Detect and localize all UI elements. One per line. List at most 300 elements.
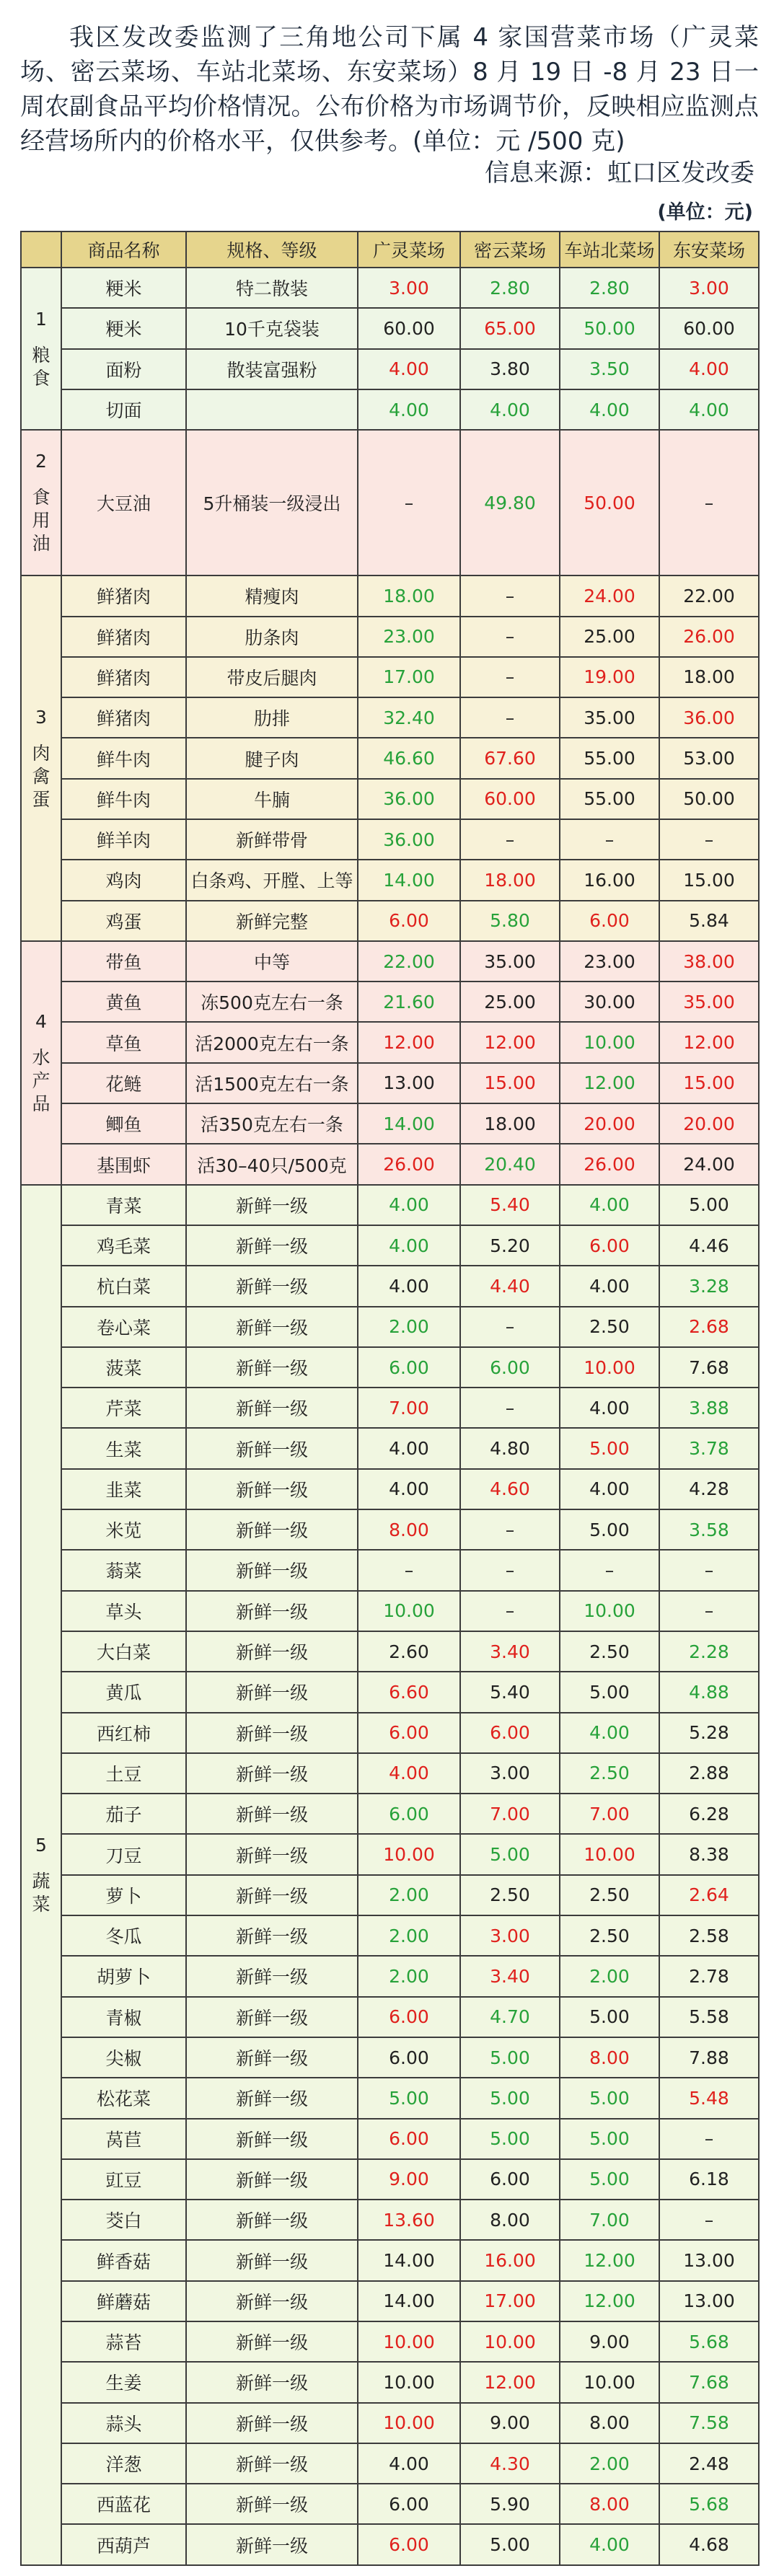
item-name-cell: 卷心菜 xyxy=(61,1307,186,1347)
table-row xyxy=(21,2200,759,2240)
price-cell-chezhanbei: 10.00 xyxy=(560,2362,659,2402)
price-cell-guangling: 14.00 xyxy=(358,2240,460,2280)
item-spec-cell: 新鲜一级 xyxy=(186,2159,358,2200)
item-spec-cell: 白条鸡、开膛、上等 xyxy=(186,860,358,900)
price-cell-dongan: 5.00 xyxy=(659,1185,759,1225)
price-cell-chezhanbei: 5.00 xyxy=(560,1672,659,1712)
price-cell-chezhanbei: 25.00 xyxy=(560,617,659,657)
item-spec-cell: 新鲜一级 xyxy=(186,2524,358,2565)
price-cell-miyun: – xyxy=(460,1388,560,1428)
price-cell-chezhanbei: – xyxy=(560,1550,659,1590)
price-cell-chezhanbei: 16.00 xyxy=(560,860,659,900)
item-spec-cell: 新鲜一级 xyxy=(186,2403,358,2443)
table-row xyxy=(21,2484,759,2524)
item-name-cell: 面粉 xyxy=(61,349,186,389)
price-cell-chezhanbei: 4.00 xyxy=(560,1713,659,1753)
table-row xyxy=(21,349,759,389)
item-name-cell: 鲜牛肉 xyxy=(61,738,186,778)
price-cell-guangling: 9.00 xyxy=(358,2159,460,2200)
item-name-cell: 冬瓜 xyxy=(61,1915,186,1956)
price-cell-guangling: 4.00 xyxy=(358,1225,460,1266)
price-cell-miyun: 12.00 xyxy=(460,1022,560,1062)
price-cell-miyun: 25.00 xyxy=(460,982,560,1022)
price-cell-chezhanbei: 4.00 xyxy=(560,1388,659,1428)
price-cell-dongan: 3.88 xyxy=(659,1388,759,1428)
price-cell-dongan: 22.00 xyxy=(659,575,759,616)
price-cell-miyun: 15.00 xyxy=(460,1063,560,1103)
item-spec-cell: 中等 xyxy=(186,941,358,982)
category-name-char: 油 xyxy=(32,533,50,555)
item-name-cell: 大豆油 xyxy=(61,430,186,575)
table-row xyxy=(21,389,759,430)
price-cell-miyun: – xyxy=(460,575,560,616)
item-spec-cell: 新鲜一级 xyxy=(186,1713,358,1753)
price-cell-chezhanbei: 10.00 xyxy=(560,1834,659,1874)
table-row xyxy=(21,2037,759,2078)
price-cell-miyun: 16.00 xyxy=(460,2240,560,2280)
item-spec-cell: 带皮后腿肉 xyxy=(186,657,358,697)
price-cell-miyun: 60.00 xyxy=(460,779,560,819)
item-spec-cell: 肋条肉 xyxy=(186,617,358,657)
price-cell-guangling: 14.00 xyxy=(358,1103,460,1144)
price-cell-chezhanbei: 24.00 xyxy=(560,575,659,616)
table-row xyxy=(21,2078,759,2118)
price-cell-guangling: 36.00 xyxy=(358,779,460,819)
item-spec-cell: 新鲜一级 xyxy=(186,1672,358,1712)
item-name-cell: 茭白 xyxy=(61,2200,186,2240)
item-spec-cell: 新鲜一级 xyxy=(186,1347,358,1388)
item-name-cell: 莴苣 xyxy=(61,2119,186,2159)
price-cell-miyun: 3.00 xyxy=(460,1753,560,1794)
item-name-cell: 鲜猪肉 xyxy=(61,657,186,697)
price-cell-dongan: 2.58 xyxy=(659,1915,759,1956)
item-spec-cell: 散装富强粉 xyxy=(186,349,358,389)
table-row xyxy=(21,819,759,860)
price-cell-miyun: 5.40 xyxy=(460,1672,560,1712)
price-cell-miyun: – xyxy=(460,657,560,697)
price-cell-dongan: 5.84 xyxy=(659,901,759,941)
category-name-char: 食 xyxy=(32,367,50,389)
table-row xyxy=(21,941,759,982)
item-name-cell: 西葫芦 xyxy=(61,2524,186,2565)
info-source: 信息来源：虹口区发改委 xyxy=(485,159,754,188)
price-cell-dongan: 7.68 xyxy=(659,1347,759,1388)
item-spec-cell: 新鲜一级 xyxy=(186,1915,358,1956)
category-name-char: 粮 xyxy=(32,344,50,366)
category-name-char: 品 xyxy=(32,1093,50,1114)
item-spec-cell: 新鲜一级 xyxy=(186,1428,358,1468)
price-cell-dongan: – xyxy=(659,819,759,860)
price-cell-chezhanbei: 4.00 xyxy=(560,1185,659,1225)
price-cell-guangling: 4.00 xyxy=(358,1266,460,1306)
price-cell-chezhanbei: 30.00 xyxy=(560,982,659,1022)
item-spec-cell: 新鲜一级 xyxy=(186,2321,358,2362)
price-cell-chezhanbei: 2.50 xyxy=(560,1631,659,1672)
table-row xyxy=(21,430,759,575)
item-spec-cell: 新鲜一级 xyxy=(186,2484,358,2524)
price-cell-chezhanbei: 2.00 xyxy=(560,2443,659,2484)
price-cell-chezhanbei: 9.00 xyxy=(560,2321,659,2362)
price-cell-guangling: 6.00 xyxy=(358,2119,460,2159)
price-cell-miyun: 20.40 xyxy=(460,1144,560,1184)
intro-paragraph: 我区发改委监测了三角地公司下属 4 家国营菜市场（广灵菜场、密云菜场、车站北菜场、东安菜场）8 月 19 日 -8 月 23 日一周农副食品平均价格情况。公布价格为市场调节价，反映相应监测点经营场所内的价格水平，仅供参考。(单位：元 /500 克) xyxy=(20,23,759,156)
price-cell-dongan: 4.28 xyxy=(659,1469,759,1509)
item-name-cell: 米苋 xyxy=(61,1509,186,1550)
price-cell-dongan: 20.00 xyxy=(659,1103,759,1144)
price-cell-chezhanbei: 2.50 xyxy=(560,1753,659,1794)
table-row xyxy=(21,738,759,778)
item-spec-cell: 精瘦肉 xyxy=(186,575,358,616)
item-spec-cell: 新鲜一级 xyxy=(186,1388,358,1428)
price-cell-dongan: – xyxy=(659,1591,759,1631)
item-name-cell: 菠菜 xyxy=(61,1347,186,1388)
price-cell-chezhanbei: – xyxy=(560,819,659,860)
category-number: 3 xyxy=(35,706,47,728)
price-cell-miyun: 17.00 xyxy=(460,2281,560,2321)
item-name-cell: 鲫鱼 xyxy=(61,1103,186,1144)
item-name-cell: 茄子 xyxy=(61,1794,186,1834)
price-cell-miyun: 3.80 xyxy=(460,349,560,389)
price-cell-guangling: 6.00 xyxy=(358,2037,460,2078)
category-name-char: 禽 xyxy=(32,765,50,787)
table-row xyxy=(21,1794,759,1834)
price-cell-chezhanbei: 12.00 xyxy=(560,1063,659,1103)
item-spec-cell: 新鲜带骨 xyxy=(186,819,358,860)
item-spec-cell: 新鲜一级 xyxy=(186,1875,358,1915)
price-cell-dongan: – xyxy=(659,2119,759,2159)
category-number: 5 xyxy=(35,1834,47,1856)
category-number: 4 xyxy=(35,1010,47,1032)
price-cell-miyun: 4.60 xyxy=(460,1469,560,1509)
item-spec-cell: 新鲜一级 xyxy=(186,1469,358,1509)
item-spec-cell: 新鲜一级 xyxy=(186,1631,358,1672)
table-row xyxy=(21,1997,759,2037)
price-cell-guangling: 13.00 xyxy=(358,1063,460,1103)
item-spec-cell: 新鲜一级 xyxy=(186,1225,358,1266)
price-cell-chezhanbei: 7.00 xyxy=(560,2200,659,2240)
price-cell-chezhanbei: 5.00 xyxy=(560,1997,659,2037)
item-spec-cell: 特二散装 xyxy=(186,268,358,308)
price-cell-miyun: 5.90 xyxy=(460,2484,560,2524)
price-cell-miyun: 5.00 xyxy=(460,1834,560,1874)
category-name-char: 水 xyxy=(32,1046,50,1068)
table-row xyxy=(21,268,759,308)
price-cell-miyun: – xyxy=(460,1591,560,1631)
price-cell-guangling: 14.00 xyxy=(358,860,460,900)
item-name-cell: 豇豆 xyxy=(61,2159,186,2200)
price-cell-chezhanbei: 12.00 xyxy=(560,2281,659,2321)
price-cell-miyun: 5.80 xyxy=(460,901,560,941)
price-cell-miyun: 5.00 xyxy=(460,2524,560,2565)
price-cell-miyun: – xyxy=(460,617,560,657)
item-name-cell: 萝卜 xyxy=(61,1875,186,1915)
table-row xyxy=(21,1672,759,1712)
item-name-cell: 松花菜 xyxy=(61,2078,186,2118)
price-cell-dongan: 7.68 xyxy=(659,2362,759,2402)
price-cell-guangling: – xyxy=(358,1550,460,1590)
price-cell-guangling: 17.00 xyxy=(358,657,460,697)
item-spec-cell xyxy=(186,389,358,430)
table-body xyxy=(21,268,759,2565)
category-number: 2 xyxy=(35,451,47,472)
price-cell-chezhanbei: 6.00 xyxy=(560,901,659,941)
item-name-cell: 黄鱼 xyxy=(61,982,186,1022)
unit-note: (单位：元) xyxy=(657,201,753,224)
price-cell-dongan: 2.78 xyxy=(659,1956,759,1996)
price-cell-miyun: 18.00 xyxy=(460,860,560,900)
item-name-cell: 鸡毛菜 xyxy=(61,1225,186,1266)
price-cell-chezhanbei: 35.00 xyxy=(560,697,659,738)
category-cell xyxy=(21,941,61,1185)
price-cell-dongan: 60.00 xyxy=(659,308,759,348)
price-cell-guangling: 10.00 xyxy=(358,1834,460,1874)
item-name-cell: 切面 xyxy=(61,389,186,430)
price-cell-dongan: 3.58 xyxy=(659,1509,759,1550)
price-cell-dongan: 24.00 xyxy=(659,1144,759,1184)
item-name-cell: 土豆 xyxy=(61,1753,186,1794)
price-cell-chezhanbei: 2.50 xyxy=(560,1915,659,1956)
price-cell-chezhanbei: 2.80 xyxy=(560,268,659,308)
item-spec-cell: 新鲜一级 xyxy=(186,2119,358,2159)
item-name-cell: 鸡蛋 xyxy=(61,901,186,941)
table-row xyxy=(21,308,759,348)
price-cell-guangling: 4.00 xyxy=(358,1185,460,1225)
price-cell-guangling: 6.00 xyxy=(358,1347,460,1388)
category-name-char: 产 xyxy=(32,1069,50,1091)
price-cell-chezhanbei: 55.00 xyxy=(560,738,659,778)
table-row xyxy=(21,575,759,616)
price-cell-chezhanbei: 5.00 xyxy=(560,2119,659,2159)
price-cell-chezhanbei: 2.50 xyxy=(560,1875,659,1915)
price-cell-dongan: 4.68 xyxy=(659,2524,759,2565)
price-cell-dongan: 4.00 xyxy=(659,389,759,430)
price-cell-dongan: 12.00 xyxy=(659,1022,759,1062)
price-cell-miyun: 4.80 xyxy=(460,1428,560,1468)
item-name-cell: 草头 xyxy=(61,1591,186,1631)
table-row xyxy=(21,1834,759,1874)
price-cell-chezhanbei: 26.00 xyxy=(560,1144,659,1184)
price-cell-chezhanbei: 19.00 xyxy=(560,657,659,697)
category-cell xyxy=(21,575,61,941)
item-spec-cell: 新鲜一级 xyxy=(186,2240,358,2280)
table-row xyxy=(21,1388,759,1428)
price-cell-miyun: 10.00 xyxy=(460,2321,560,2362)
table-row xyxy=(21,2281,759,2321)
item-spec-cell: 新鲜一级 xyxy=(186,1834,358,1874)
item-spec-cell: 牛腩 xyxy=(186,779,358,819)
price-cell-dongan: 13.00 xyxy=(659,2240,759,2280)
price-cell-guangling: 4.00 xyxy=(358,2443,460,2484)
price-cell-miyun: – xyxy=(460,1509,560,1550)
price-cell-chezhanbei: 10.00 xyxy=(560,1347,659,1388)
item-name-cell: 胡萝卜 xyxy=(61,1956,186,1996)
header-item-name: 商品名称 xyxy=(61,231,186,268)
price-cell-chezhanbei: 4.00 xyxy=(560,1266,659,1306)
price-cell-miyun: 5.40 xyxy=(460,1185,560,1225)
item-spec-cell: 腱子肉 xyxy=(186,738,358,778)
category-name-char: 肉 xyxy=(32,742,50,764)
item-spec-cell: 新鲜一级 xyxy=(186,2362,358,2402)
price-cell-miyun: 67.60 xyxy=(460,738,560,778)
price-cell-dongan: 18.00 xyxy=(659,657,759,697)
price-cell-miyun: 9.00 xyxy=(460,2403,560,2443)
table-row xyxy=(21,982,759,1022)
table-row xyxy=(21,2159,759,2200)
item-name-cell: 粳米 xyxy=(61,268,186,308)
price-cell-dongan: 2.28 xyxy=(659,1631,759,1672)
price-cell-miyun: 2.80 xyxy=(460,268,560,308)
price-cell-dongan: 15.00 xyxy=(659,1063,759,1103)
table-row xyxy=(21,1550,759,1590)
price-cell-miyun: – xyxy=(460,1307,560,1347)
table-row xyxy=(21,1631,759,1672)
price-cell-chezhanbei: 23.00 xyxy=(560,941,659,982)
price-cell-guangling: 7.00 xyxy=(358,1388,460,1428)
price-cell-guangling: 10.00 xyxy=(358,2403,460,2443)
price-cell-chezhanbei: 8.00 xyxy=(560,2037,659,2078)
price-cell-dongan: 13.00 xyxy=(659,2281,759,2321)
price-cell-guangling: 2.00 xyxy=(358,1307,460,1347)
table-row xyxy=(21,657,759,697)
price-cell-guangling: 6.00 xyxy=(358,1713,460,1753)
price-cell-guangling: 21.60 xyxy=(358,982,460,1022)
item-spec-cell: 新鲜一级 xyxy=(186,2200,358,2240)
item-spec-cell: 冻500克左右一条 xyxy=(186,982,358,1022)
price-cell-miyun: 4.30 xyxy=(460,2443,560,2484)
price-cell-guangling: 2.00 xyxy=(358,1956,460,1996)
price-cell-guangling: 46.60 xyxy=(358,738,460,778)
price-cell-miyun: 3.00 xyxy=(460,1915,560,1956)
price-cell-chezhanbei: 2.00 xyxy=(560,1956,659,1996)
price-cell-chezhanbei: 6.00 xyxy=(560,1225,659,1266)
price-cell-guangling: 4.00 xyxy=(358,1753,460,1794)
price-cell-chezhanbei: 50.00 xyxy=(560,308,659,348)
item-spec-cell: 新鲜一级 xyxy=(186,1185,358,1225)
table-row xyxy=(21,860,759,900)
price-cell-miyun: 6.00 xyxy=(460,1347,560,1388)
price-cell-guangling: 2.60 xyxy=(358,1631,460,1672)
item-spec-cell: 新鲜一级 xyxy=(186,2078,358,2118)
price-cell-miyun: 3.40 xyxy=(460,1956,560,1996)
price-cell-guangling: 2.00 xyxy=(358,1915,460,1956)
table-row xyxy=(21,1469,759,1509)
price-cell-guangling: 6.60 xyxy=(358,1672,460,1712)
header-chezhanbei: 车站北菜场 xyxy=(560,231,659,268)
price-cell-miyun: – xyxy=(460,819,560,860)
item-name-cell: 尖椒 xyxy=(61,2037,186,2078)
item-name-cell: 鲜猪肉 xyxy=(61,575,186,616)
table-row xyxy=(21,2119,759,2159)
price-cell-chezhanbei: 5.00 xyxy=(560,1428,659,1468)
price-cell-guangling: 14.00 xyxy=(358,2281,460,2321)
category-number: 1 xyxy=(35,308,47,330)
price-cell-dongan: 7.88 xyxy=(659,2037,759,2078)
price-cell-guangling: 4.00 xyxy=(358,389,460,430)
price-cell-miyun: 49.80 xyxy=(460,430,560,575)
item-name-cell: 杭白菜 xyxy=(61,1266,186,1306)
price-cell-dongan: 6.28 xyxy=(659,1794,759,1834)
price-cell-miyun: 12.00 xyxy=(460,2362,560,2402)
item-name-cell: 大白菜 xyxy=(61,1631,186,1672)
item-spec-cell: 新鲜一级 xyxy=(186,1956,358,1996)
item-name-cell: 带鱼 xyxy=(61,941,186,982)
table-row xyxy=(21,1753,759,1794)
price-cell-chezhanbei: 50.00 xyxy=(560,430,659,575)
price-cell-guangling: 6.00 xyxy=(358,1997,460,2037)
item-name-cell: 蓊菜 xyxy=(61,1550,186,1590)
item-spec-cell: 5升桶装一级浸出 xyxy=(186,430,358,575)
price-cell-chezhanbei: 10.00 xyxy=(560,1022,659,1062)
price-cell-guangling: 5.00 xyxy=(358,2078,460,2118)
price-cell-guangling: 2.00 xyxy=(358,1875,460,1915)
table-row xyxy=(21,901,759,941)
price-cell-miyun: 8.00 xyxy=(460,2200,560,2240)
price-cell-guangling: 36.00 xyxy=(358,819,460,860)
price-cell-dongan: 53.00 xyxy=(659,738,759,778)
item-spec-cell: 活2000克左右一条 xyxy=(186,1022,358,1062)
price-cell-dongan: 2.88 xyxy=(659,1753,759,1794)
table-row xyxy=(21,1915,759,1956)
price-cell-dongan: 3.00 xyxy=(659,268,759,308)
item-name-cell: 鸡肉 xyxy=(61,860,186,900)
item-name-cell: 洋葱 xyxy=(61,2443,186,2484)
item-spec-cell: 活30–40只/500克 xyxy=(186,1144,358,1184)
item-name-cell: 刀豆 xyxy=(61,1834,186,1874)
item-spec-cell: 新鲜完整 xyxy=(186,901,358,941)
category-name-char: 用 xyxy=(32,510,50,531)
table-row xyxy=(21,1347,759,1388)
price-cell-dongan: 7.58 xyxy=(659,2403,759,2443)
price-cell-dongan: 4.00 xyxy=(659,349,759,389)
table-header-row xyxy=(21,231,759,268)
category-name-char: 蛋 xyxy=(32,788,50,810)
price-cell-dongan: 36.00 xyxy=(659,697,759,738)
price-cell-chezhanbei: 3.50 xyxy=(560,349,659,389)
item-name-cell: 蒜头 xyxy=(61,2403,186,2443)
price-cell-miyun: 5.20 xyxy=(460,1225,560,1266)
item-spec-cell: 活350克左右一条 xyxy=(186,1103,358,1144)
price-cell-dongan: 3.28 xyxy=(659,1266,759,1306)
item-name-cell: 花鲢 xyxy=(61,1063,186,1103)
price-cell-guangling: 18.00 xyxy=(358,575,460,616)
table-row xyxy=(21,1713,759,1753)
table-row xyxy=(21,2362,759,2402)
table-row xyxy=(21,1591,759,1631)
item-name-cell: 鲜猪肉 xyxy=(61,697,186,738)
price-cell-dongan: 5.68 xyxy=(659,2484,759,2524)
item-name-cell: 粳米 xyxy=(61,308,186,348)
item-spec-cell: 新鲜一级 xyxy=(186,2443,358,2484)
price-cell-dongan: 4.88 xyxy=(659,1672,759,1712)
price-cell-dongan: 26.00 xyxy=(659,617,759,657)
price-cell-guangling: 10.00 xyxy=(358,1591,460,1631)
price-cell-dongan: 5.68 xyxy=(659,2321,759,2362)
item-name-cell: 西红柿 xyxy=(61,1713,186,1753)
price-cell-miyun: 4.70 xyxy=(460,1997,560,2037)
item-name-cell: 黄瓜 xyxy=(61,1672,186,1712)
item-name-cell: 鲜羊肉 xyxy=(61,819,186,860)
item-spec-cell: 新鲜一级 xyxy=(186,1307,358,1347)
item-spec-cell: 新鲜一级 xyxy=(186,2037,358,2078)
price-cell-guangling: 10.00 xyxy=(358,2362,460,2402)
price-cell-chezhanbei: 5.00 xyxy=(560,1509,659,1550)
price-cell-miyun: 4.00 xyxy=(460,389,560,430)
price-cell-miyun: 6.00 xyxy=(460,2159,560,2200)
table-row xyxy=(21,1144,759,1184)
table-row xyxy=(21,1266,759,1306)
item-name-cell: 鲜蘑菇 xyxy=(61,2281,186,2321)
item-name-cell: 鲜猪肉 xyxy=(61,617,186,657)
